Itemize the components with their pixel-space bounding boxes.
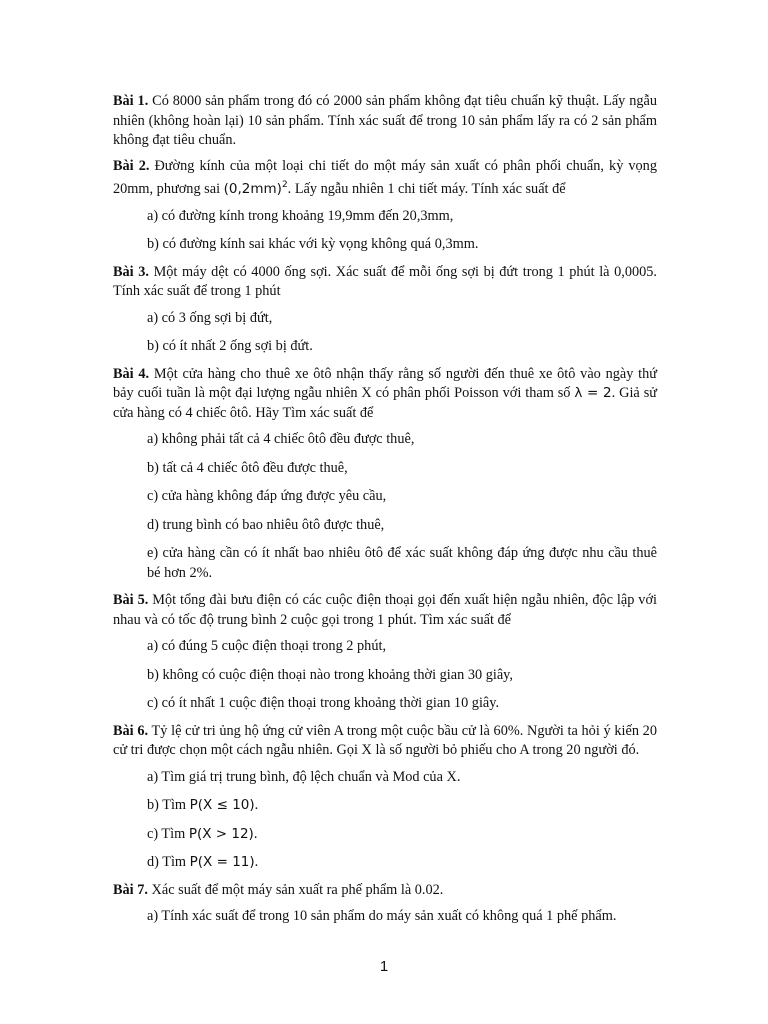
sub-question: e) cửa hàng cần có ít nhất bao nhiêu ôtô để xác suất không đáp ứng được nhu cầu thuê bé hơn 2%. [147, 545, 657, 581]
problem-statement [113, 881, 657, 901]
problem-text: Một tổng đài bưu điện có các cuộc điện thoại gọi đến xuất hiện ngẫu nhiên, độc lập với nhau và có tốc độ trung bình 2 cuộc gọi trong 1 phút. Tìm xác suất để [113, 592, 657, 628]
problem-statement [113, 591, 657, 630]
problem-number: Bài 1. [113, 93, 149, 109]
problem-number: Bài 5. [113, 592, 149, 608]
problem-number: Bài 2. [113, 157, 150, 174]
problem-text: . Giả sử cửa hàng có 4 chiếc ôtô. Hãy Tìm xác suất để [113, 385, 658, 421]
math-expression: P(X ≤ 10) [189, 797, 255, 813]
problem-number: Bài 6. [113, 722, 149, 739]
sub-question: c) cửa hàng không đáp ứng được yêu cầu, [147, 488, 387, 504]
sub-question-text: d) Tìm [147, 854, 190, 870]
problem-3 [113, 263, 657, 359]
problem-statement [113, 722, 657, 761]
sub-question [113, 789, 657, 818]
page-number: 1 [379, 958, 389, 975]
problem-number: Bài 3. [113, 263, 149, 280]
problem-7 [113, 881, 657, 929]
sub-question: c) có ít nhất 1 cuộc điện thoại trong khoảng thời gian 10 giây. [147, 695, 500, 711]
problem-text: . Lấy ngẫu nhiên 1 chi tiết máy. Tính xác suất để [287, 181, 566, 197]
sub-question: b) có ít nhất 2 ống sợi bị đứt. [147, 338, 313, 354]
exercise-list [113, 92, 657, 935]
sub-question: a) Tính xác suất để trong 10 sản phẩm do máy sản xuất có không quá 1 phế phẩm. [147, 908, 617, 924]
problem-statement [113, 157, 657, 200]
problem-number: Bài 4. [113, 365, 150, 382]
sub-question [113, 846, 657, 875]
sub-question: a) có đường kính trong khoảng 19,9mm đến 20,3mm, [147, 207, 454, 224]
math-expression: P(X = 11) [189, 854, 255, 870]
problem-text: Có 8000 sản phẩm trong đó có 2000 sản phẩm không đạt tiêu chuẩn kỹ thuật. Lấy ngẫu nhiên (không hoàn lại) 10 sản phẩm. Tính xác suất để trong 10 sản phẩm lấy ra có 2 sản phẩm không đạt tiêu chuẩn. [113, 93, 657, 148]
sub-question: a) có 3 ống sợi bị đứt, [147, 309, 273, 326]
problem-statement [113, 92, 657, 151]
problem-statement [113, 263, 657, 302]
problem-1 [113, 92, 657, 151]
problem-number: Bài 7. [113, 881, 148, 898]
sub-question: b) không có cuộc điện thoại nào trong khoảng thời gian 30 giây, [147, 666, 513, 683]
problem-text: Xác suất để một máy sản xuất ra phế phẩm là 0.02. [151, 881, 444, 898]
sub-question: a) không phải tất cả 4 chiếc ôtô đều được thuê, [147, 431, 415, 447]
sub-question: a) có đúng 5 cuộc điện thoại trong 2 phút, [147, 638, 387, 654]
sub-question: d) trung bình có bao nhiêu ôtô được thuê, [147, 516, 385, 533]
problem-5 [113, 591, 657, 716]
math-expression: P(X > 12) [188, 825, 254, 842]
problem-text: Một cửa hàng cho thuê xe ôtô nhận thấy rằng số người đến thuê xe ôtô vào ngày thứ bảy cuối tuần là một đại lượng ngẫu nhiên X có phân phối Poisson với tham số [113, 365, 657, 401]
math-expression: λ = 2 [574, 385, 612, 401]
sub-question [113, 818, 657, 847]
sub-question: b) có đường kính sai khác với kỳ vọng không quá 0,3mm. [147, 236, 479, 252]
problem-text: Đường kính của một loại chi tiết do một máy sản xuất có phân phối chuẩn, kỳ vọng 20mm, phương sai [113, 157, 657, 197]
math-expression: (0,2mm) [223, 181, 282, 197]
problem-statement [113, 365, 657, 424]
sub-question-text: . [253, 825, 258, 842]
sub-question: a) Tìm giá trị trung bình, độ lệch chuẩn và Mod của X. [147, 768, 461, 785]
sub-question-text: b) Tìm [147, 797, 190, 813]
problem-text: Tỷ lệ cử tri ủng hộ ứng cử viên A trong một cuộc bầu cử là 60%. Người ta hỏi ý kiến 20 cử tri được chọn một cách ngẫu nhiên. Gọi X là số người bỏ phiếu cho A trong 20 người đó. [113, 722, 657, 758]
math-superscript: 2 [281, 180, 288, 190]
sub-question-text: . [254, 797, 259, 813]
problem-6 [113, 722, 657, 875]
sub-question: b) tất cả 4 chiếc ôtô đều được thuê, [147, 459, 348, 476]
problem-text: Một máy dệt có 4000 ống sợi. Xác suất để mỗi ống sợi bị đứt trong 1 phút là 0,0005. Tính xác suất để trong 1 phút [113, 263, 657, 299]
problem-2 [113, 157, 657, 257]
problem-4 [113, 365, 657, 586]
sub-question-text: c) Tìm [147, 825, 189, 842]
sub-question-text: . [254, 854, 259, 870]
